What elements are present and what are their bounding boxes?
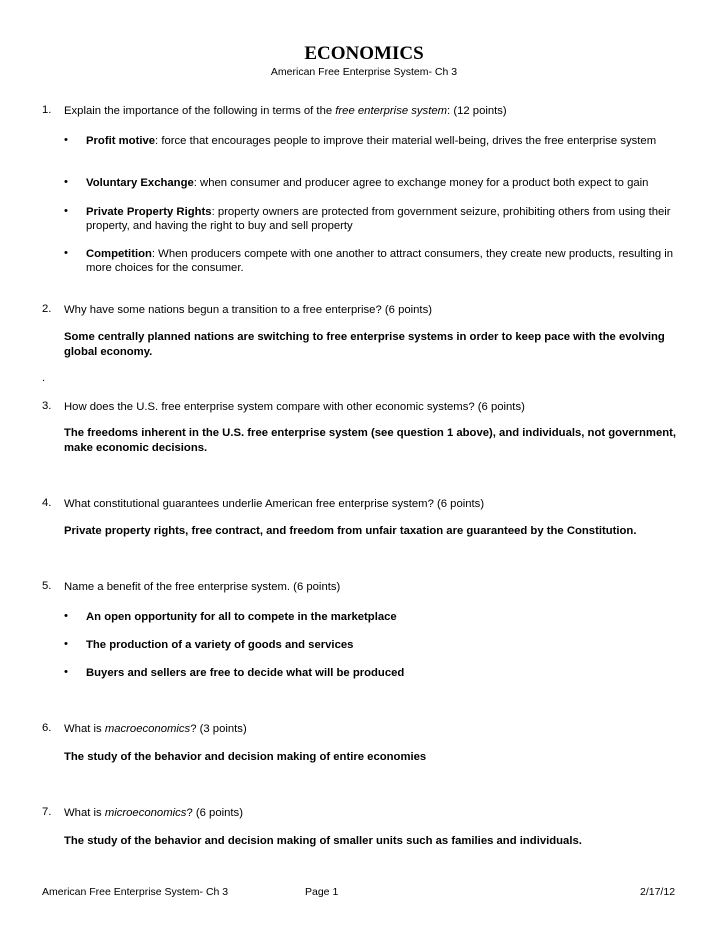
q1-bullet-private-property: Private Property Rights: property owners are protected from government seizure, prohibiting others from using their property, and having the right to buy and sell property	[86, 206, 671, 232]
question-number-6: 6.	[42, 722, 52, 734]
question-1-text: Explain the importance of the following in terms of the free enterprise system: (12 points)	[64, 105, 507, 117]
question-5-text: Name a benefit of the free enterprise system. (6 points)	[64, 581, 341, 593]
question-number-4: 4.	[42, 497, 52, 509]
stray-mark: .	[42, 372, 46, 384]
question-3-text: How does the U.S. free enterprise system compare with other economic systems? (6 points)	[64, 401, 525, 413]
question-number-1: 1.	[42, 104, 52, 116]
document-title: ECONOMICS	[304, 43, 424, 64]
question-2-text: Why have some nations begun a transition to a free enterprise? (6 points)	[64, 304, 432, 316]
q5-bullet-1: An open opportunity for all to compete in the marketplace	[86, 611, 397, 623]
footer-page-number: Page 1	[305, 886, 339, 898]
question-4-answer: Private property rights, free contract, and freedom from unfair taxation are guaranteed by the Constitution.	[64, 525, 637, 537]
footer-date: 2/17/12	[640, 886, 676, 898]
bullet-icon: •	[64, 205, 68, 217]
question-7-answer: The study of the behavior and decision making of smaller units such as families and individuals.	[64, 835, 582, 847]
bullet-icon: •	[64, 176, 68, 188]
question-4-text: What constitutional guarantees underlie American free enterprise system? (6 points)	[64, 498, 485, 510]
question-number-2: 2.	[42, 303, 52, 315]
question-number-7: 7.	[42, 806, 52, 818]
bullet-icon: •	[64, 666, 68, 678]
q5-bullet-2: The production of a variety of goods and services	[86, 639, 354, 651]
q5-bullet-3: Buyers and sellers are free to decide what will be produced	[86, 667, 405, 679]
q1-bullet-profit-motive: Profit motive: force that encourages people to improve their material well-being, drives the free enterprise system	[86, 135, 657, 147]
q1-bullet-voluntary-exchange: Voluntary Exchange: when consumer and producer agree to exchange money for a product both expect to gain	[86, 177, 649, 189]
document-subtitle: American Free Enterprise System- Ch 3	[270, 66, 458, 78]
question-3-answer: The freedoms inherent in the U.S. free enterprise system (see question 1 above), and individuals, not government, make economic decisions.	[64, 427, 677, 454]
question-7-text: What is microeconomics? (6 points)	[64, 807, 243, 819]
q1-bullet-competition: Competition: When producers compete with one another to attract consumers, they create new products, resulting in more choices for the consumer.	[86, 248, 674, 274]
question-6-text: What is macroeconomics? (3 points)	[64, 723, 247, 735]
bullet-icon: •	[64, 247, 68, 259]
footer-left: American Free Enterprise System- Ch 3	[42, 886, 229, 898]
bullet-icon: •	[64, 134, 68, 146]
bullet-icon: •	[64, 638, 68, 650]
question-number-3: 3.	[42, 400, 52, 412]
bullet-icon: •	[64, 610, 68, 622]
question-2-answer: Some centrally planned nations are switching to free enterprise systems in order to keep pace with the evolving global economy.	[64, 331, 665, 358]
question-number-5: 5.	[42, 580, 52, 592]
question-6-answer: The study of the behavior and decision making of entire economies	[64, 751, 427, 763]
